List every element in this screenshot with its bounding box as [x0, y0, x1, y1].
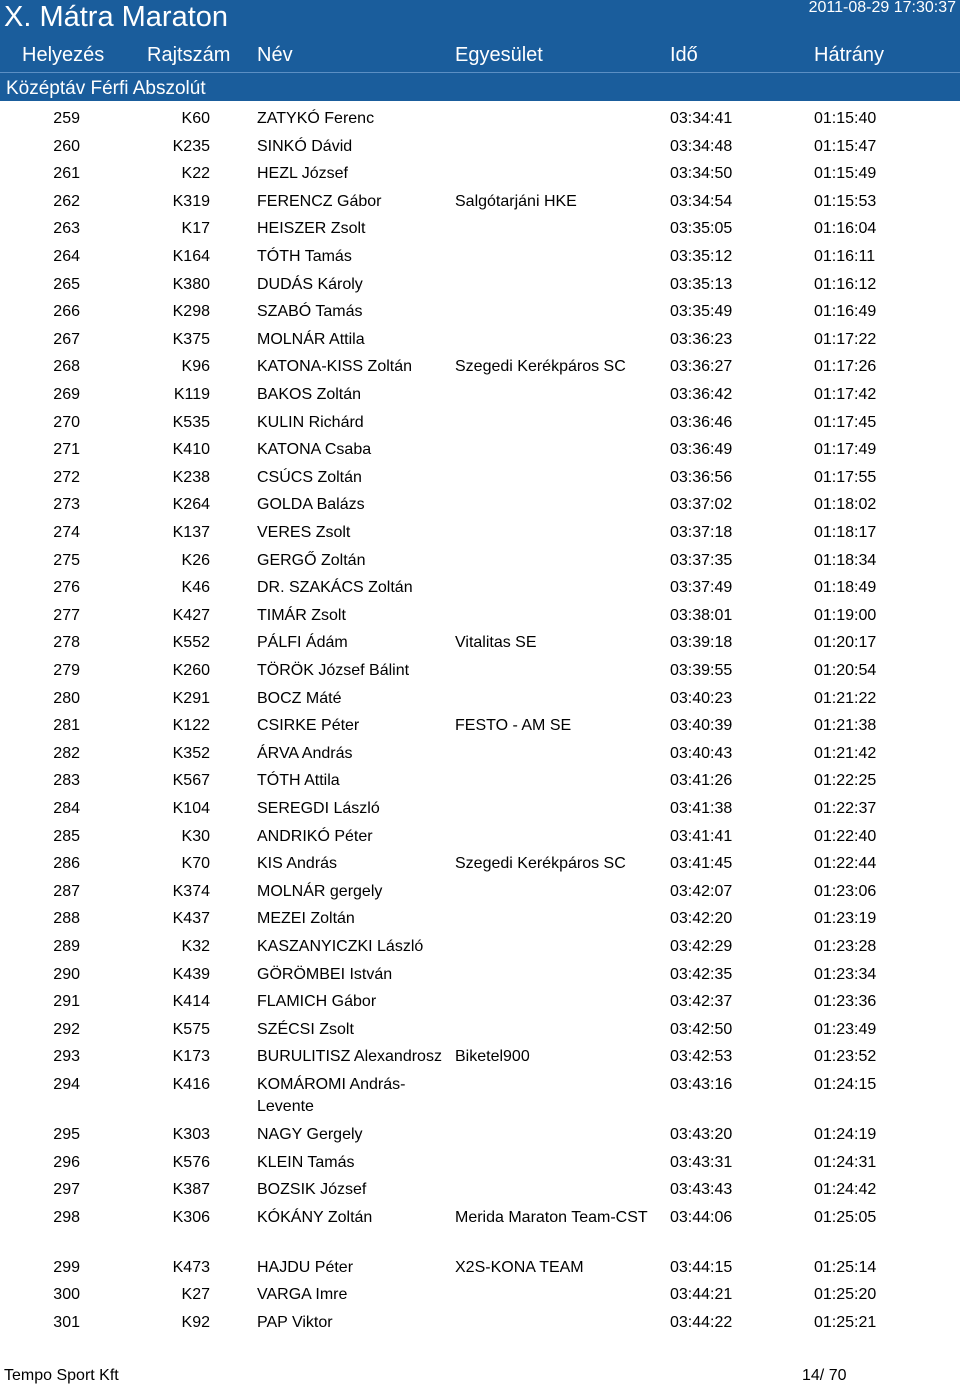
time-cell: 03:42:50 — [670, 1020, 733, 1038]
bib-cell: K473 — [172, 1258, 210, 1276]
name-cell: SZABÓ Tamás — [257, 303, 363, 321]
bib-cell: K437 — [172, 910, 210, 928]
position-cell: 289 — [53, 938, 80, 955]
bib-cell: K122 — [172, 717, 210, 735]
bib-cell: K414 — [172, 993, 210, 1011]
bib-cell: K319 — [172, 192, 210, 210]
bib-cell: K30 — [181, 827, 210, 845]
position-cell: 285 — [53, 827, 80, 845]
time-cell: 03:43:16 — [670, 1076, 733, 1093]
bib-cell: K410 — [172, 441, 210, 459]
behind-cell: 01:20:17 — [814, 634, 877, 652]
name-cell: KASZANYICZKI László — [257, 938, 424, 955]
behind-cell: 01:22:40 — [814, 827, 877, 845]
time-cell: 03:40:23 — [670, 689, 733, 707]
name-cell: TÖRÖK József Bálint — [257, 662, 410, 679]
time-cell: 03:35:05 — [670, 220, 733, 238]
column-header-time: Idő — [670, 44, 698, 66]
time-cell: 03:44:15 — [670, 1258, 733, 1276]
behind-cell: 01:18:34 — [814, 551, 877, 569]
behind-cell: 01:24:15 — [814, 1076, 877, 1093]
position-cell: 274 — [53, 524, 80, 541]
name-cell: KOMÁROMI András-Levente — [257, 1076, 406, 1115]
time-cell: 03:34:50 — [670, 165, 733, 183]
name-cell: MOLNÁR Attila — [257, 330, 365, 348]
name-cell: GERGŐ Zoltán — [257, 551, 366, 569]
behind-cell: 01:16:04 — [814, 220, 877, 238]
name-cell: MEZEI Zoltán — [257, 910, 355, 928]
bib-cell: K235 — [172, 137, 210, 155]
behind-cell: 01:24:31 — [814, 1153, 877, 1171]
time-cell: 03:34:54 — [670, 192, 733, 210]
print-datetime: 2011-08-29 17:30:37 — [808, 0, 956, 16]
bib-cell: K238 — [172, 468, 210, 486]
bib-cell: K260 — [172, 662, 210, 679]
time-cell: 03:42:20 — [670, 910, 733, 928]
position-cell: 296 — [53, 1153, 80, 1171]
name-cell: ZATYKÓ Ferenc — [257, 110, 375, 127]
time-cell: 03:43:20 — [670, 1126, 733, 1143]
name-cell: VERES Zsolt — [257, 524, 351, 541]
position-cell: 271 — [53, 441, 80, 459]
position-cell: 270 — [53, 413, 80, 431]
time-cell: 03:39:55 — [670, 662, 733, 679]
name-cell: PÁLFI Ádám — [257, 634, 348, 652]
time-cell: 03:36:42 — [670, 386, 733, 403]
time-cell: 03:43:43 — [670, 1181, 733, 1199]
behind-cell: 01:16:49 — [814, 303, 877, 321]
name-cell: TIMÁR Zsolt — [257, 606, 346, 624]
behind-cell: 01:21:42 — [814, 744, 877, 762]
behind-cell: 01:17:22 — [814, 330, 877, 348]
bib-cell: K104 — [172, 800, 210, 817]
footer-page-number: 14/ 70 — [802, 1367, 847, 1384]
name-cell: BOCZ Máté — [257, 689, 342, 707]
behind-cell: 01:17:55 — [814, 468, 877, 486]
bib-cell: K22 — [181, 165, 210, 183]
time-cell: 03:36:23 — [670, 330, 733, 348]
bib-cell: K303 — [172, 1126, 210, 1143]
bib-cell: K374 — [172, 882, 210, 900]
position-cell: 282 — [53, 744, 80, 762]
position-cell: 259 — [53, 110, 80, 127]
bib-cell: K552 — [172, 634, 210, 652]
name-cell: DUDÁS Károly — [257, 275, 363, 293]
behind-cell: 01:20:54 — [814, 662, 877, 679]
name-cell: BURULITISZ Alexandrosz — [257, 1048, 442, 1066]
bib-cell: K291 — [172, 689, 210, 707]
club-cell: Szegedi Kerékpáros SC — [455, 855, 626, 873]
behind-cell: 01:22:37 — [814, 800, 877, 817]
club-cell: Biketel900 — [455, 1048, 530, 1066]
time-cell: 03:35:49 — [670, 303, 733, 321]
bib-cell: K70 — [181, 855, 210, 873]
time-cell: 03:37:35 — [670, 551, 733, 569]
bib-cell: K427 — [172, 606, 210, 624]
position-cell: 268 — [53, 358, 80, 376]
behind-cell: 01:24:42 — [814, 1181, 877, 1199]
bib-cell: K575 — [172, 1020, 210, 1038]
column-header-name: Név — [257, 44, 293, 66]
behind-cell: 01:22:25 — [814, 772, 877, 790]
behind-cell: 01:15:40 — [814, 110, 877, 127]
position-cell: 266 — [53, 303, 80, 321]
page-title: X. Mátra Maraton — [4, 1, 229, 33]
behind-cell: 01:22:44 — [814, 855, 877, 873]
behind-cell: 01:23:36 — [814, 993, 877, 1011]
behind-cell: 01:23:19 — [814, 910, 877, 928]
column-header-behind: Hátrány — [814, 44, 885, 66]
behind-cell: 01:17:49 — [814, 441, 877, 459]
bib-cell: K535 — [172, 413, 210, 431]
bib-cell: K264 — [172, 496, 210, 514]
behind-cell: 01:17:45 — [814, 413, 877, 431]
position-cell: 281 — [53, 717, 80, 735]
bib-cell: K119 — [173, 386, 210, 403]
bib-cell: K26 — [181, 551, 210, 569]
name-cell: DR. SZAKÁCS Zoltán — [257, 579, 413, 597]
behind-cell: 01:18:49 — [814, 579, 877, 597]
position-cell: 301 — [53, 1314, 80, 1331]
name-cell: SEREGDI László — [257, 800, 380, 817]
behind-cell: 01:23:06 — [814, 882, 877, 900]
name-cell: GÖRÖMBEI István — [257, 965, 393, 983]
time-cell: 03:36:56 — [670, 468, 733, 486]
behind-cell: 01:18:02 — [814, 496, 877, 514]
club-cell: Vitalitas SE — [455, 634, 537, 652]
position-cell: 298 — [53, 1208, 80, 1226]
bib-cell: K17 — [181, 220, 210, 238]
name-cell: KIS András — [257, 855, 338, 873]
bib-cell: K92 — [181, 1314, 210, 1331]
position-cell: 300 — [53, 1286, 80, 1304]
club-cell: X2S-KONA TEAM — [455, 1258, 584, 1276]
time-cell: 03:34:41 — [670, 110, 733, 127]
name-cell: FLAMICH Gábor — [257, 993, 377, 1011]
behind-cell: 01:15:49 — [814, 165, 877, 183]
position-cell: 264 — [53, 248, 80, 265]
bib-cell: K137 — [172, 524, 210, 541]
behind-cell: 01:21:38 — [814, 717, 877, 735]
name-cell: SZÉCSI Zsolt — [257, 1020, 354, 1038]
position-cell: 261 — [53, 165, 80, 183]
column-header-bib: Rajtszám — [147, 44, 231, 66]
name-cell: ANDRIKÓ Péter — [257, 827, 373, 845]
position-cell: 297 — [53, 1181, 80, 1199]
name-cell: HEISZER Zsolt — [257, 220, 366, 238]
position-cell: 273 — [53, 496, 80, 514]
bib-cell: K96 — [181, 358, 210, 376]
behind-cell: 01:23:49 — [814, 1020, 877, 1038]
name-cell: SINKÓ Dávid — [257, 137, 353, 155]
name-cell: CSIRKE Péter — [257, 717, 360, 735]
bib-cell: K164 — [172, 248, 210, 265]
position-cell: 295 — [53, 1126, 80, 1143]
name-cell: HEZL József — [257, 165, 348, 183]
behind-cell: 01:25:21 — [814, 1314, 877, 1331]
time-cell: 03:41:38 — [670, 800, 733, 817]
header-divider — [0, 72, 960, 73]
bib-cell: K306 — [172, 1208, 210, 1226]
position-cell: 290 — [53, 965, 80, 983]
position-cell: 291 — [53, 993, 80, 1011]
position-cell: 288 — [53, 910, 80, 928]
behind-cell: 01:24:19 — [814, 1126, 877, 1143]
name-cell: KATONA Csaba — [257, 441, 372, 459]
bib-cell: K298 — [172, 303, 210, 321]
position-cell: 293 — [53, 1048, 80, 1066]
time-cell: 03:40:39 — [670, 717, 733, 735]
name-cell: CSÚCS Zoltán — [257, 468, 362, 486]
position-cell: 278 — [53, 634, 80, 652]
behind-cell: 01:19:00 — [814, 606, 877, 624]
name-cell: MOLNÁR gergely — [257, 882, 383, 900]
time-cell: 03:35:13 — [670, 275, 733, 293]
position-cell: 265 — [53, 275, 80, 293]
time-cell: 03:44:21 — [670, 1286, 733, 1304]
behind-cell: 01:16:12 — [814, 275, 877, 293]
position-cell: 286 — [53, 855, 80, 873]
time-cell: 03:42:07 — [670, 882, 733, 900]
category-title: Középtáv Férfi Abszolút — [6, 78, 206, 99]
position-cell: 287 — [53, 882, 80, 900]
behind-cell: 01:16:11 — [814, 248, 876, 265]
position-cell: 277 — [53, 606, 80, 624]
time-cell: 03:42:53 — [670, 1048, 733, 1066]
time-cell: 03:36:27 — [670, 358, 733, 376]
name-cell: KÓKÁNY Zoltán — [257, 1208, 373, 1226]
time-cell: 03:43:31 — [670, 1153, 733, 1171]
bib-cell: K576 — [172, 1153, 210, 1171]
position-cell: 272 — [53, 468, 80, 486]
behind-cell: 01:17:42 — [814, 386, 877, 403]
club-cell: Merida Maraton Team-CST — [455, 1208, 648, 1226]
name-cell: TÓTH Tamás — [257, 248, 352, 265]
club-cell: Szegedi Kerékpáros SC — [455, 358, 626, 376]
time-cell: 03:36:46 — [670, 413, 733, 431]
position-cell: 299 — [53, 1258, 80, 1276]
position-cell: 276 — [53, 579, 80, 597]
position-cell: 275 — [53, 551, 80, 569]
position-cell: 280 — [53, 689, 80, 707]
footer-company: Tempo Sport Kft — [4, 1367, 119, 1384]
time-cell: 03:42:35 — [670, 965, 733, 983]
bib-cell: K387 — [172, 1181, 210, 1199]
time-cell: 03:41:26 — [670, 772, 733, 790]
time-cell: 03:42:29 — [670, 938, 733, 955]
name-cell: HAJDU Péter — [257, 1258, 354, 1276]
time-cell: 03:37:02 — [670, 496, 733, 514]
behind-cell: 01:15:53 — [814, 192, 877, 210]
column-header-position: Helyezés — [22, 44, 105, 66]
name-cell: KLEIN Tamás — [257, 1153, 355, 1171]
position-cell: 292 — [53, 1020, 80, 1038]
name-cell: GOLDA Balázs — [257, 496, 365, 514]
name-cell: KULIN Richárd — [257, 413, 364, 431]
club-cell: Salgótarjáni HKE — [455, 192, 577, 210]
position-cell: 279 — [53, 662, 80, 679]
position-cell: 294 — [53, 1076, 80, 1093]
name-cell: FERENCZ Gábor — [257, 192, 382, 210]
time-cell: 03:35:12 — [670, 248, 733, 265]
bib-cell: K375 — [172, 330, 210, 348]
time-cell: 03:37:18 — [670, 524, 733, 541]
bib-cell: K380 — [172, 275, 210, 293]
behind-cell: 01:23:52 — [814, 1048, 877, 1066]
behind-cell: 01:23:34 — [814, 965, 877, 983]
behind-cell: 01:25:05 — [814, 1208, 877, 1226]
time-cell: 03:41:41 — [670, 827, 733, 845]
behind-cell: 01:25:14 — [814, 1258, 877, 1276]
name-cell: BOZSIK József — [257, 1181, 367, 1199]
time-cell: 03:36:49 — [670, 441, 733, 459]
column-header-club: Egyesület — [455, 44, 543, 66]
bib-cell: K60 — [181, 110, 210, 127]
bib-cell: K567 — [172, 772, 210, 790]
time-cell: 03:39:18 — [670, 634, 733, 652]
position-cell: 262 — [53, 192, 80, 210]
time-cell: 03:44:22 — [670, 1314, 733, 1331]
time-cell: 03:40:43 — [670, 744, 733, 762]
position-cell: 283 — [53, 772, 80, 790]
behind-cell: 01:25:20 — [814, 1286, 877, 1304]
bib-cell: K27 — [181, 1286, 210, 1304]
behind-cell: 01:17:26 — [814, 358, 877, 376]
position-cell: 269 — [53, 386, 80, 403]
position-cell: 263 — [53, 220, 80, 238]
behind-cell: 01:18:17 — [814, 524, 877, 541]
bib-cell: K352 — [172, 744, 210, 762]
bib-cell: K439 — [172, 965, 210, 983]
bib-cell: K416 — [172, 1076, 210, 1093]
bib-cell: K173 — [172, 1048, 210, 1066]
time-cell: 03:41:45 — [670, 855, 733, 873]
name-cell: VARGA Imre — [257, 1286, 348, 1304]
time-cell: 03:34:48 — [670, 137, 733, 155]
bib-cell: K46 — [181, 579, 210, 597]
header-bar — [0, 0, 960, 101]
behind-cell: 01:15:47 — [814, 137, 877, 155]
name-cell: NAGY Gergely — [257, 1126, 363, 1143]
time-cell: 03:44:06 — [670, 1208, 733, 1226]
time-cell: 03:37:49 — [670, 579, 733, 597]
name-cell: ÁRVA András — [257, 744, 353, 762]
time-cell: 03:42:37 — [670, 993, 733, 1011]
name-cell: KATONA-KISS Zoltán — [257, 358, 413, 376]
bib-cell: K32 — [181, 938, 210, 955]
club-cell: FESTO - AM SE — [455, 717, 572, 735]
name-cell: PAP Viktor — [257, 1314, 333, 1331]
position-cell: 260 — [53, 137, 80, 155]
position-cell: 267 — [53, 330, 80, 348]
time-cell: 03:38:01 — [670, 606, 733, 624]
position-cell: 284 — [53, 800, 80, 817]
name-cell: BAKOS Zoltán — [257, 386, 362, 403]
behind-cell: 01:21:22 — [814, 689, 877, 707]
name-cell: TÓTH Attila — [257, 772, 340, 790]
behind-cell: 01:23:28 — [814, 938, 877, 955]
